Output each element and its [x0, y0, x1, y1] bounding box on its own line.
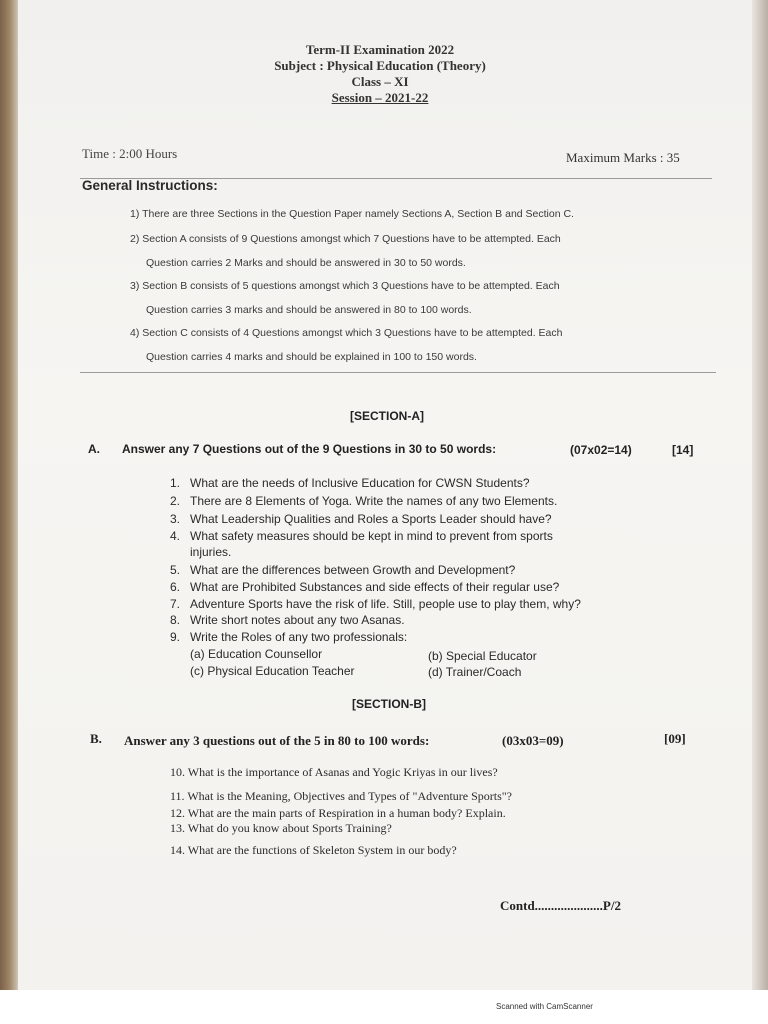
section-b-letter: B. [90, 731, 102, 746]
question-text: There are 8 Elements of Yoga. Write the names of any two Elements. [190, 494, 558, 508]
instruction-line: 4) Section C consists of 4 Questions amongst which 3 Questions have to be attempted. Each [130, 327, 563, 339]
question-number: 2. [170, 494, 181, 508]
question-number: 8. [170, 613, 181, 627]
question-number: 5. [170, 563, 181, 577]
question-text: What are the differences between Growth and Development? [190, 563, 516, 577]
option-c: (c) Physical Education Teacher [190, 664, 355, 678]
instruction-line: Question carries 3 marks and should be answered in 80 to 100 words. [146, 304, 472, 316]
question-text: Write the Roles of any two professionals: [190, 630, 408, 644]
option-a: (a) Education Counsellor [190, 647, 323, 661]
question-number: 6. [170, 580, 181, 594]
time-allowed: Time : 2:00 Hours [82, 146, 178, 161]
question-number: 1. [170, 476, 181, 490]
question-item: 14. What are the functions of Skeleton System in our body? [170, 843, 457, 857]
instruction-line: Question carries 2 Marks and should be answered in 30 to 50 words. [146, 257, 466, 269]
instruction-line: 2) Section A consists of 9 Questions amongst which 7 Questions have to be attempted. Each [130, 233, 561, 245]
question-text-continued: injuries. [190, 545, 232, 559]
scanner-watermark: Scanned with CamScanner [496, 1002, 593, 1011]
question-number: 3. [170, 512, 181, 526]
section-b-heading: [SECTION-B] [352, 697, 426, 711]
exam-subject: Subject : Physical Education (Theory) [274, 58, 486, 73]
option-d: (d) Trainer/Coach [428, 665, 522, 679]
section-a-heading: [SECTION-A] [350, 409, 424, 423]
section-a-letter: A. [88, 442, 100, 456]
question-number: 9. [170, 630, 181, 644]
question-text: What safety measures should be kept in mind to prevent from sports [190, 529, 553, 543]
question-number: 7. [170, 597, 181, 611]
question-item: 12. What are the main parts of Respiration in a human body? Explain. [170, 806, 506, 820]
maximum-marks: Maximum Marks : 35 [566, 150, 680, 165]
section-b-prompt: Answer any 3 questions out of the 5 in 80 to 100 words: [124, 733, 430, 748]
background-right [752, 0, 768, 1000]
background-left [0, 0, 18, 1000]
exam-paper [18, 0, 752, 992]
section-a-marks: [14] [672, 443, 694, 457]
question-item: 11. What is the Meaning, Objectives and Types of "Adventure Sports"? [170, 789, 512, 803]
exam-class: Class – XI [351, 74, 409, 89]
option-b: (b) Special Educator [428, 649, 537, 663]
question-item: 13. What do you know about Sports Training? [170, 821, 392, 835]
question-item: 10. What is the importance of Asanas and Yogic Kriyas in our lives? [170, 765, 498, 779]
scan-margin [0, 990, 768, 1024]
question-text: Write short notes about any two Asanas. [190, 613, 405, 627]
question-number: 4. [170, 529, 181, 543]
instruction-line: 1) There are three Sections in the Question Paper namely Sections A, Section B and Section C. [130, 208, 574, 220]
exam-title: Term-II Examination 2022 [305, 42, 455, 57]
section-b-calc: (03x03=09) [502, 733, 564, 748]
question-text: What are Prohibited Substances and side effects of their regular use? [190, 580, 560, 594]
divider-instructions [80, 372, 716, 373]
question-text: What Leadership Qualities and Roles a Sports Leader should have? [190, 512, 552, 526]
question-text: Adventure Sports have the risk of life. Still, people use to play them, why? [190, 597, 581, 611]
section-a-calc: (07x02=14) [570, 443, 632, 457]
section-b-marks: [09] [664, 731, 686, 746]
exam-session: Session – 2021-22 [331, 90, 429, 105]
instruction-line: 3) Section B consists of 5 questions amongst which 3 Questions have to be attempted. Each [130, 280, 560, 292]
instruction-line: Question carries 4 marks and should be explained in 100 to 150 words. [146, 351, 477, 363]
question-text: What are the needs of Inclusive Education for CWSN Students? [190, 476, 530, 490]
continued-note: Contd.....................P/2 [500, 898, 621, 913]
section-a-prompt: Answer any 7 Questions out of the 9 Questions in 30 to 50 words: [122, 442, 497, 456]
instructions-heading: General Instructions: [82, 178, 218, 193]
